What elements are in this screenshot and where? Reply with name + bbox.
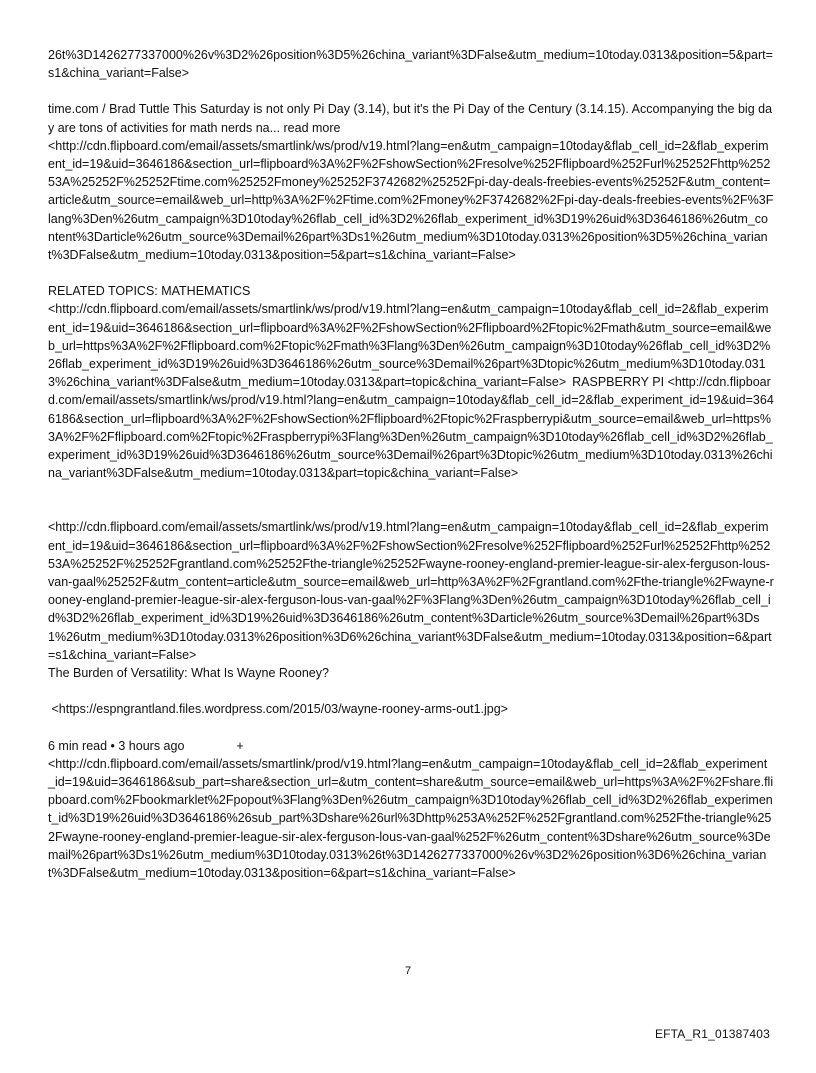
spacer bbox=[48, 719, 774, 737]
math-topic-link[interactable]: <http://cdn.flipboard.com/email/assets/smartlink/ws/prod/v19.html?lang=en&utm_campaign=10today&flab_cell_id=2&flab_experiment_id=19&uid=3646186&section_url=flipboard%3A%2F%2FshowSection%2Fflipboard%2Ftopic%2Fmath&utm_source=email&web_url=https%3A%2F%2Fflipboard.com%2Ftopic%2Fmath%3Flang%3Den%26utm_campaign%3D10today%26flab_cell_id%3D2%26flab_experiment_id%3D19%26uid%3D3646186%26utm_source%3Demail%26part%3Dtopic%26utm_medium%3D10today.0313%26china_variant%3DFalse&utm_medium=10today.0313&part=topic&china_variant=False> bbox=[48, 302, 772, 390]
article-link[interactable]: <http://cdn.flipboard.com/email/assets/smartlink/ws/prod/v19.html?lang=en&utm_campaign=10today&flab_cell_id=2&flab_experiment_id=19&uid=3646186&section_url=flipboard%3A%2F%2FshowSection%2Fresolve%252Fflipboard%252Furl%25252Fhttp%25253A%25252F%25252Ftime.com%25252Fmoney%25252F3742682%25252Fpi-day-deals-freebies-events%25252F&utm_content=article&utm_source=email&web_url=http%3A%2F%2Ftime.com%2Fmoney%2F3742682%2Fpi-day-deals-freebies-events%2F%3Flang%3Den%26utm_campaign%3D10today%26flab_cell_id%3D2%26flab_experiment_id%3D19%26uid%3D3646186%26utm_content%3Darticle%26utm_source%3Demail%26part%3Ds1%26utm_medium%3D10today.0313%26position%3D5%26china_variant%3DFalse&utm_medium=10today.0313&position=5&part=s1&china_variant=False> bbox=[48, 138, 774, 263]
related-topics-heading: RELATED TOPICS: MATHEMATICS bbox=[48, 284, 251, 299]
url-fragment-top bbox=[48, 46, 774, 82]
spacer bbox=[48, 82, 774, 100]
share-plus-icon[interactable]: + bbox=[236, 738, 244, 753]
read-time-label: 6 min read • 3 hours ago bbox=[48, 738, 185, 753]
image-reference bbox=[48, 700, 774, 718]
raspberry-pi-label: RASPBERRY PI bbox=[572, 375, 665, 390]
link-fragment[interactable]: 26t%3D1426277337000%26v%3D2%26position%3D5%26china_variant%3DFalse&utm_medium=10today.0313&position=5&part=s1&china_variant=False> bbox=[48, 48, 773, 81]
spacer bbox=[48, 682, 774, 700]
grantland-link-paragraph bbox=[48, 518, 774, 664]
spacer bbox=[48, 482, 774, 518]
related-topics-links bbox=[48, 300, 774, 482]
share-link-paragraph bbox=[48, 755, 774, 882]
share-link[interactable]: <http://cdn.flipboard.com/email/assets/smartlink/prod/v19.html?lang=en&utm_campaign=10today&flab_cell_id=2&flab_experiment_id=19&uid=3646186&sub_part=share&section_url=&utm_content=share&utm_source=email&web_url=https%3A%2F%2Fshare.flipboard.com%2Fbookmarklet%2Fpopout%3Flang%3Den%26utm_campaign%3D10today%26flab_cell_id%3D2%26flab_experiment_id%3D19%26uid%3D3646186%26sub_part%3Dshare%26url%3Dhttp%253A%252F%252Fgrantland.com%252Fthe-triangle%252Fwayne-rooney-england-premier-league-sir-alex-ferguson-lous-van-gaal%252F%26utm_content%3Dshare%26utm_source%3Demail%26part%3Ds1%26utm_medium%3D10today.0313%26t%3D1426277337000%26v%3D2%26position%3D6%26china_variant%3DFalse&utm_medium=10today.0313&position=6&part=s1&china_variant=False> bbox=[48, 756, 774, 880]
raspberry-pi-topic-link[interactable]: <http://cdn.flipboard.com/email/assets/smartlink/ws/prod/v19.html?lang=en&utm_campaign=10today&flab_cell_id=2&flab_experiment_id=19&uid=3646186&section_url=flipboard%3A%2F%2FshowSection%2Fflipboard%2Ftopic%2Fraspberrypi&utm_source=email&web_url=https%3A%2F%2Fflipboard.com%2Ftopic%2Fraspberrypi%3Flang%3Den%26utm_campaign%3D10today%26flab_cell_id%3D2%26flab_experiment_id%3D19%26uid%3D3646186%26utm_source%3Demail%26part%3Dtopic%26utm_medium%3D10today.0313%26china_variant%3DFalse&utm_medium=10today.0313&part=topic&china_variant=False> bbox=[48, 375, 774, 481]
page-number: 7 bbox=[404, 965, 412, 977]
image-link[interactable]: <https://espngrantland.files.wordpress.com/2015/03/wayne-rooney-arms-out1.jpg> bbox=[51, 702, 508, 717]
document-body bbox=[48, 46, 774, 882]
spacer bbox=[48, 264, 774, 282]
document-id: EFTA_R1_01387403 bbox=[654, 1027, 770, 1041]
article-summary: time.com / Brad Tuttle This Saturday is not only Pi Day (3.14), but it's the Pi Day of the Century (3.14.15). Accompanying the big day are tons of activities for math nerds na... read more bbox=[48, 102, 773, 135]
read-meta-line bbox=[48, 737, 774, 755]
article-headline: The Burden of Versatility: What Is Wayne Rooney? bbox=[48, 666, 329, 681]
grantland-article-link[interactable]: <http://cdn.flipboard.com/email/assets/smartlink/ws/prod/v19.html?lang=en&utm_campaign=10today&flab_cell_id=2&flab_experiment_id=19&uid=3646186&section_url=flipboard%3A%2F%2FshowSection%2Fresolve%252Fflipboard%252Furl%25252Fhttp%25253A%25252F%25252Fgrantland.com%25252Fthe-triangle%25252Fwayne-rooney-england-premier-league-sir-alex-ferguson-lous-van-gaal%25252F&utm_content=article&utm_source=email&web_url=http%3A%2F%2Fgrantland.com%2Fthe-triangle%2Fwayne-rooney-england-premier-league-sir-alex-ferguson-lous-van-gaal%2F%3Flang%3Den%26utm_campaign%3D10today%26flab_cell_id%3D2%26flab_experiment_id%3D19%26uid%3D3646186%26utm_content%3Darticle%26utm_source%3Demail%26part%3Ds1%26utm_medium%3D10today.0313%26position%3D6%26china_variant%3DFalse&utm_medium=10today.0313&position=6&part=s1&china_variant=False> bbox=[48, 520, 774, 662]
article-link-paragraph bbox=[48, 137, 774, 264]
